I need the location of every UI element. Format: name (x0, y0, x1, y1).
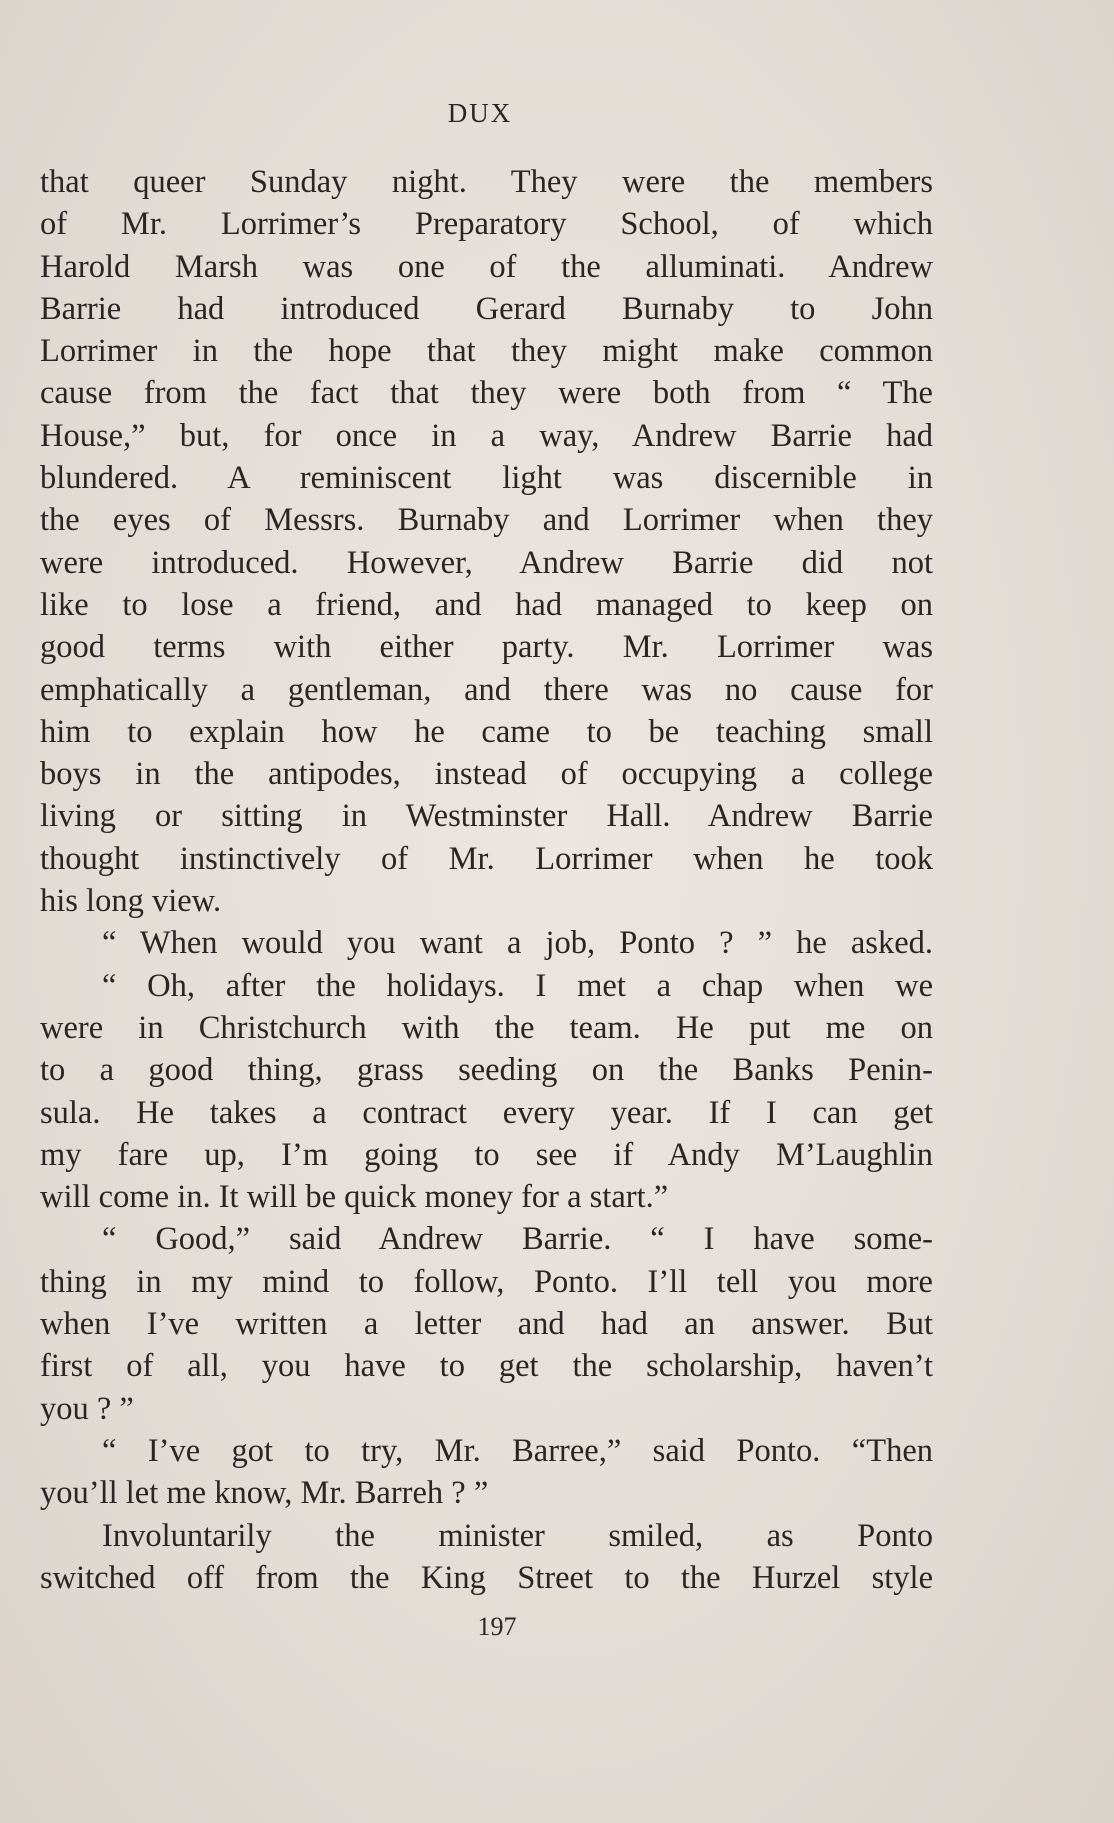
text-line: were introduced. However, Andrew Barrie did not (40, 544, 933, 581)
text-line: him to explain how he came to be teaching small (40, 713, 933, 750)
text-line: good terms with either party. Mr. Lorrimer was (40, 629, 933, 666)
page-number: 197 (477, 1612, 517, 1641)
text-line: thought instinctively of Mr. Lorrimer when he took (40, 840, 933, 877)
text-line: that queer Sunday night. They were the members (40, 164, 933, 200)
text-line: “ I’ve got to try, Mr. Barree,” said Ponto. “Then (102, 1432, 933, 1469)
text-line: emphatically a gentleman, and there was no cause for (40, 671, 933, 708)
text-line: you’ll let me know, Mr. Barreh ? ” (40, 1475, 489, 1512)
text-line: were in Christchurch with the team. He put me on (40, 1009, 933, 1046)
text-line: first of all, you have to get the scholarship, haven’t (40, 1348, 933, 1385)
text-line: like to lose a friend, and had managed to keep on (40, 586, 933, 623)
text-line: my fare up, I’m going to see if Andy M’Laughlin (40, 1136, 933, 1173)
text-line: Lorrimer in the hope that they might make common (40, 333, 933, 370)
text-line: living or sitting in Westminster Hall. Andrew Barrie (40, 798, 933, 835)
text-line: cause from the fact that they were both from “ The (40, 375, 933, 412)
text-line: thing in my mind to follow, Ponto. I’ll tell you more (40, 1263, 933, 1300)
text-line: “ When would you want a job, Ponto ? ” he asked. (102, 925, 933, 962)
text-line: Involuntarily the minister smiled, as Ponto (102, 1517, 933, 1554)
text-line: House,” but, for once in a way, Andrew Barrie had (40, 417, 933, 454)
text-line: you ? ” (40, 1390, 134, 1427)
text-line: “ Oh, after the holidays. I met a chap when we (102, 967, 933, 1004)
text-line: blundered. A reminiscent light was discernible in (40, 460, 933, 497)
text-line: boys in the antipodes, instead of occupying a college (40, 756, 933, 793)
running-head: DUX (447, 98, 513, 128)
text-line: sula. He takes a contract every year. If I can get (40, 1094, 933, 1131)
text-line: Harold Marsh was one of the alluminati. Andrew (40, 248, 933, 285)
text-line: when I’ve written a letter and had an answer. But (40, 1306, 933, 1343)
text-line: “ Good,” said Andrew Barrie. “ I have some- (102, 1221, 933, 1258)
text-line: the eyes of Messrs. Burnaby and Lorrimer when they (40, 502, 933, 539)
text-line: his long view. (40, 883, 222, 920)
text-line: will come in. It will be quick money for a start.” (40, 1179, 669, 1216)
text-line: Barrie had introduced Gerard Burnaby to John (40, 290, 933, 327)
text-line: of Mr. Lorrimer’s Preparatory School, of which (40, 206, 933, 243)
text-line: switched off from the King Street to the Hurzel style (40, 1559, 933, 1596)
body-text (40, 161, 933, 1599)
text-line: to a good thing, grass seeding on the Banks Penin- (40, 1052, 933, 1089)
